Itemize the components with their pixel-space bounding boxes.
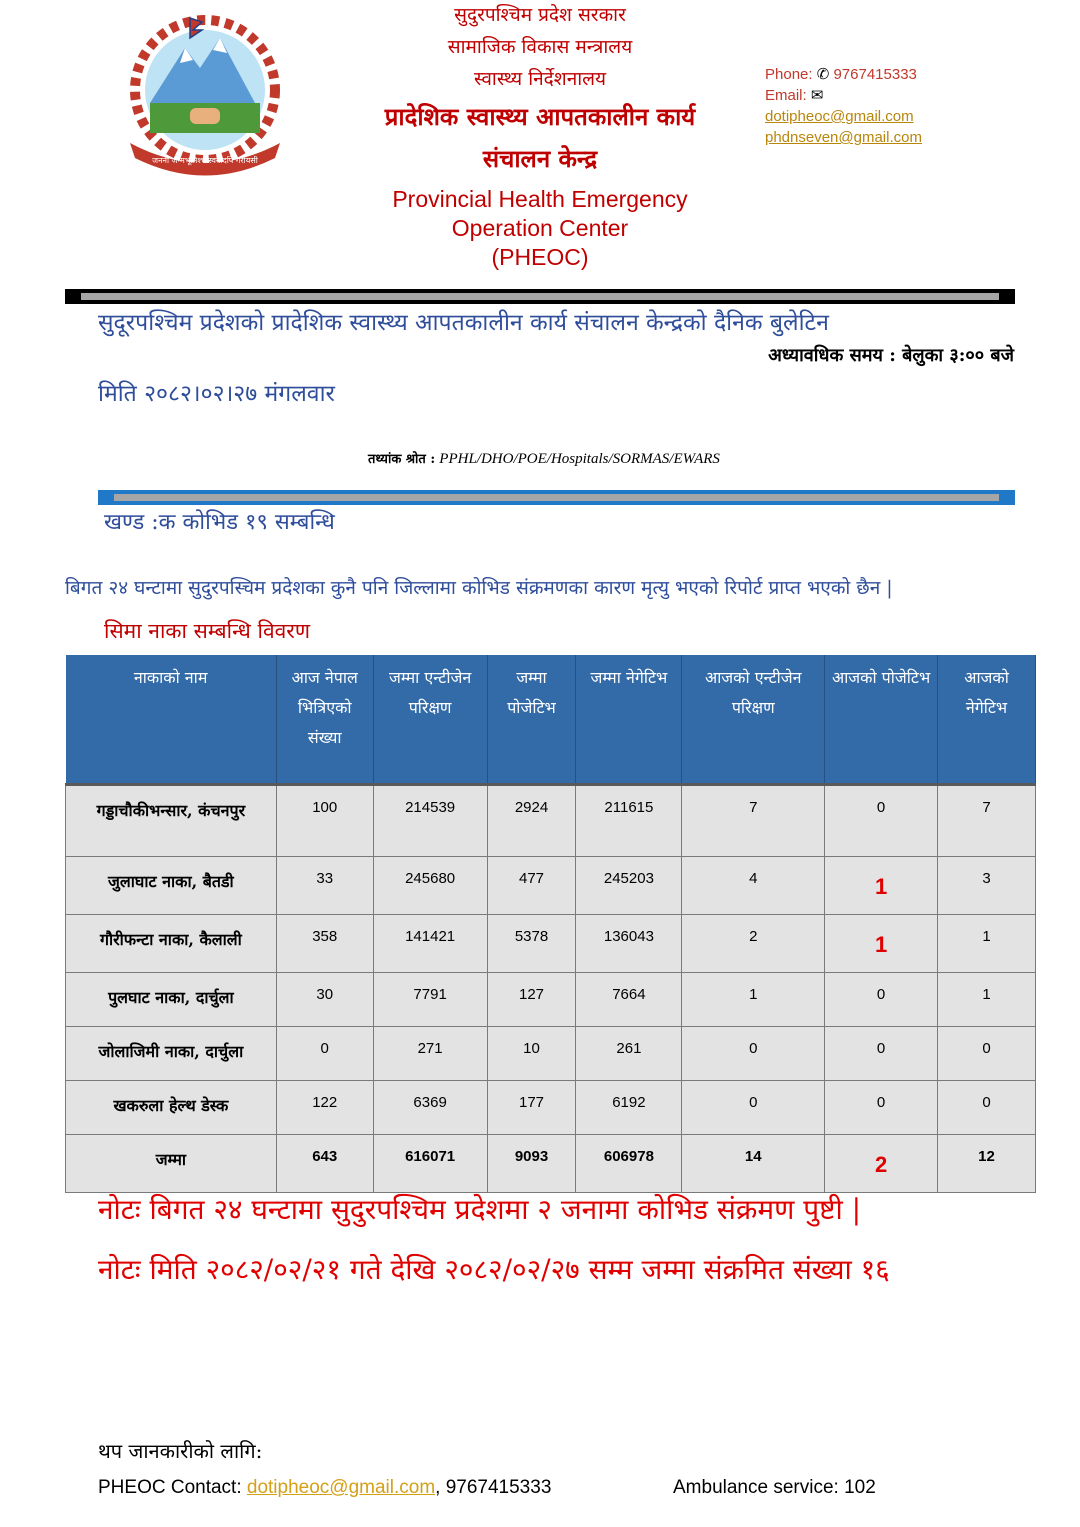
- total-negative: 136043: [576, 915, 682, 973]
- today-antigen: 2: [682, 915, 825, 973]
- total-negative: 7664: [576, 973, 682, 1027]
- table-row: [66, 973, 1036, 1027]
- total-negative: 211615: [576, 785, 682, 857]
- col-header-entered: आज नेपाल भित्रिएको संख्या: [276, 655, 373, 785]
- footer-contact: [98, 1477, 551, 1499]
- divider-bar-top: [65, 289, 1015, 304]
- today-negative: 0: [938, 1027, 1036, 1081]
- bulletin-date: मिति २०८२।०२।२७ मंगलवार: [98, 381, 335, 407]
- checkpoint-name: खकरुला हेल्थ डेस्क: [66, 1081, 277, 1135]
- phone-label: Phone:: [765, 66, 813, 83]
- email-link-2[interactable]: phdnseven@gmail.com: [765, 129, 922, 146]
- total-today-positive: 2: [825, 1135, 938, 1193]
- total-negative: 245203: [576, 857, 682, 915]
- col-header-name: नाकाको नाम: [66, 655, 277, 785]
- checkpoint-name: जुलाघाट नाका, बैतडी: [66, 857, 277, 915]
- email-icon: ✉: [810, 87, 824, 104]
- total-entered: 643: [276, 1135, 373, 1193]
- total-label: जम्मा: [66, 1135, 277, 1193]
- today-antigen: 4: [682, 857, 825, 915]
- more-info-label: थप जानकारीको लागि:: [98, 1439, 263, 1463]
- today-negative: 1: [938, 915, 1036, 973]
- total-positive: 10: [487, 1027, 576, 1081]
- entered-count: 33: [276, 857, 373, 915]
- total-positive: 2924: [487, 785, 576, 857]
- entered-count: 30: [276, 973, 373, 1027]
- gov-name: सुदुरपश्चिम प्रदेश सरकार: [454, 4, 626, 26]
- today-positive: 1: [825, 915, 938, 973]
- table-row: [66, 1081, 1036, 1135]
- checkpoint-name: पुलघाट नाका, दार्चुला: [66, 973, 277, 1027]
- data-source-value: PPHL/DHO/POE/Hospitals/SORMAS/EWARS: [439, 451, 720, 467]
- center-name-np-2: संचालन केन्द्र: [482, 144, 598, 173]
- footer-contact-label: PHEOC Contact:: [98, 1477, 242, 1498]
- directorate-name: स्वास्थ्य निर्देशनालय: [473, 68, 607, 90]
- today-positive: 1: [825, 857, 938, 915]
- total-antigen: 7791: [373, 973, 487, 1027]
- today-antigen: 1: [682, 973, 825, 1027]
- checkpoint-name: गड्डाचौकीभन्सार, कंचनपुर: [66, 785, 277, 857]
- total-total-positive: 9093: [487, 1135, 576, 1193]
- phone-number: 9767415333: [833, 66, 917, 83]
- total-negative: 6192: [576, 1081, 682, 1135]
- today-positive: 0: [825, 1081, 938, 1135]
- total-today-antigen: 14: [682, 1135, 825, 1193]
- border-section-title: सिमा नाका सम्बन्धि विवरण: [104, 619, 311, 643]
- total-total-antigen: 616071: [373, 1135, 487, 1193]
- note-confirmed: नोटः बिगत २४ घन्टामा सुदुरपश्चिम प्रदेशमा २ जनामा कोभिड संक्रमण पुष्टी |: [98, 1193, 862, 1226]
- note-cumulative: नोटः मिति २०८२/०२/२१ गते देखि २०८२/०२/२७ सम्म जम्मा संक्रमित संख्या १६: [98, 1253, 890, 1286]
- ministry-name: सामाजिक विकास मन्त्रालय: [447, 36, 633, 58]
- data-source-label: तथ्यांक श्रोत :: [368, 452, 436, 467]
- contact-block: [765, 64, 922, 148]
- center-name-en-2: Operation Center: [451, 215, 629, 241]
- col-header-today-negative: आजको नेगेटिभ: [938, 655, 1036, 785]
- today-positive: 0: [825, 1027, 938, 1081]
- total-positive: 5378: [487, 915, 576, 973]
- total-total-negative: 606978: [576, 1135, 682, 1193]
- footer-email-link[interactable]: dotipheoc@gmail.com: [246, 1477, 436, 1498]
- footer-phone: , 9767415333: [435, 1477, 552, 1498]
- total-positive: 477: [487, 857, 576, 915]
- total-positive: 177: [487, 1081, 576, 1135]
- today-positive: 0: [825, 973, 938, 1027]
- data-source: [368, 449, 720, 468]
- border-checkpoint-table: [65, 655, 1036, 1193]
- total-antigen: 141421: [373, 915, 487, 973]
- phone-icon: ✆: [816, 66, 830, 83]
- col-header-total-positive: जम्मा पोजेटिभ: [487, 655, 576, 785]
- col-header-total-negative: जम्मा नेगेटिभ: [576, 655, 682, 785]
- col-header-today-positive: आजको पोजेटिभ: [825, 655, 938, 785]
- nepal-emblem-logo: [105, 8, 305, 178]
- total-negative: 261: [576, 1027, 682, 1081]
- entered-count: 100: [276, 785, 373, 857]
- table-row: [66, 915, 1036, 973]
- total-antigen: 271: [373, 1027, 487, 1081]
- center-name-en-3: (PHEOC): [491, 244, 589, 270]
- total-antigen: 245680: [373, 857, 487, 915]
- checkpoint-name: गौरीफन्टा नाका, कैलाली: [66, 915, 277, 973]
- entered-count: 0: [276, 1027, 373, 1081]
- bulletin-title: सुदूरपश्चिम प्रदेशको प्रादेशिक स्वास्थ्य आपतकालीन कार्य संचालन केन्द्रको दैनिक बुलेटिन: [98, 310, 829, 336]
- section-title: खण्ड :क कोभिड १९ सम्बन्धि: [104, 510, 335, 535]
- table-header-row: [66, 655, 1036, 785]
- col-header-today-antigen: आजको एन्टीजेन परिक्षण: [682, 655, 825, 785]
- col-header-total-antigen: जम्मा एन्टीजेन परिक्षण: [373, 655, 487, 785]
- death-report: बिगत २४ घन्टामा सुदुरपस्चिम प्रदेशका कुनै पनि जिल्लामा कोभिड संक्रमणका कारण मृत्यु भएको रिपोर्ट प्राप्त भएको छैन |: [65, 577, 893, 599]
- email-link-1[interactable]: dotipheoc@gmail.com: [765, 108, 914, 125]
- center-name-en-1: Provincial Health Emergency: [392, 186, 688, 212]
- table-row: [66, 857, 1036, 915]
- total-today-negative: 12: [938, 1135, 1036, 1193]
- center-name-np-1: प्रादेशिक स्वास्थ्य आपतकालीन कार्य: [384, 102, 696, 131]
- entered-count: 358: [276, 915, 373, 973]
- divider-bar-section: [98, 490, 1015, 505]
- today-negative: 0: [938, 1081, 1036, 1135]
- today-antigen: 0: [682, 1027, 825, 1081]
- checkpoint-name: जोलाजिमी नाका, दार्चुला: [66, 1027, 277, 1081]
- total-antigen: 6369: [373, 1081, 487, 1135]
- table-row: [66, 1027, 1036, 1081]
- email-label: Email:: [765, 87, 807, 104]
- ambulance-service: Ambulance service: 102: [673, 1477, 876, 1498]
- table-row: [66, 785, 1036, 857]
- today-positive: 0: [825, 785, 938, 857]
- total-positive: 127: [487, 973, 576, 1027]
- today-antigen: 0: [682, 1081, 825, 1135]
- today-negative: 7: [938, 785, 1036, 857]
- today-negative: 3: [938, 857, 1036, 915]
- update-time: अध्यावधिक समय : बेलुका ३:०० बजे: [768, 345, 1014, 366]
- emblem-motto: जननी जन्मभूमिश्च स्वर्गादपि गरीयसी: [152, 156, 258, 165]
- total-antigen: 214539: [373, 785, 487, 857]
- today-negative: 1: [938, 973, 1036, 1027]
- entered-count: 122: [276, 1081, 373, 1135]
- today-antigen: 7: [682, 785, 825, 857]
- table-total-row: [66, 1135, 1036, 1193]
